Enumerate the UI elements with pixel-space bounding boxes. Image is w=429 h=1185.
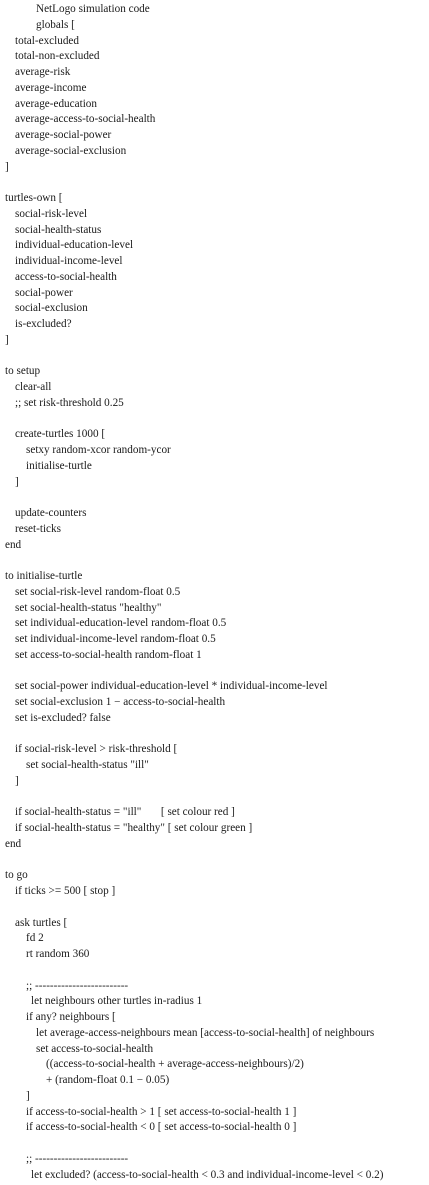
code-line: ;; set risk-threshold 0.25 bbox=[15, 396, 124, 409]
code-line: ] bbox=[5, 333, 9, 346]
code-line: ] bbox=[15, 774, 19, 787]
code-line: to go bbox=[5, 869, 28, 882]
code-line bbox=[5, 853, 429, 869]
code-line bbox=[5, 1136, 429, 1152]
code-line: if social-health-status = "ill" [ set colour red ] bbox=[15, 806, 235, 819]
code-line bbox=[5, 790, 429, 806]
code-line bbox=[5, 349, 429, 365]
code-line: social-exclusion bbox=[15, 302, 88, 315]
code-line: ;; ------------------------- bbox=[26, 1152, 129, 1165]
code-line: if any? neighbours [ bbox=[26, 1011, 116, 1023]
code-line: access-to-social-health bbox=[15, 270, 117, 283]
code-line: individual-education-level bbox=[15, 239, 134, 252]
code-line: to setup bbox=[5, 365, 41, 378]
code-line: set social-risk-level random-float 0.5 bbox=[15, 585, 181, 598]
code-line: average-access-to-social-health bbox=[15, 113, 156, 126]
code-line: end bbox=[5, 538, 22, 551]
code-line: clear-all bbox=[15, 381, 52, 393]
code-line: social-power bbox=[15, 286, 73, 299]
code-line: total-excluded bbox=[15, 34, 79, 47]
code-line: NetLogo simulation code bbox=[36, 3, 150, 15]
code-line: social-risk-level bbox=[15, 207, 88, 220]
code-line: turtles-own [ bbox=[5, 192, 63, 204]
code-line: average-income bbox=[15, 81, 87, 94]
code-line: rt random 360 bbox=[26, 948, 90, 960]
code-line: set access-to-social-health random-float 1 bbox=[15, 648, 202, 661]
code-line: set is-excluded? false bbox=[15, 711, 111, 724]
code-line: set social-health-status "ill" bbox=[26, 759, 149, 771]
code-line: social-health-status bbox=[15, 223, 102, 236]
code-line: initialise-turtle bbox=[26, 459, 92, 472]
code-line: set social-exclusion 1 − access-to-social-health bbox=[15, 696, 226, 708]
code-line: set individual-income-level random-float 0.5 bbox=[15, 633, 216, 645]
code-line: is-excluded? bbox=[15, 318, 72, 330]
code-line: if access-to-social-health > 1 [ set access-to-social-health 1 ] bbox=[26, 1105, 297, 1118]
code-line: reset-ticks bbox=[15, 522, 61, 535]
code-line: let average-access-neighbours mean [access-to-social-health] of neighbours bbox=[36, 1026, 375, 1039]
code-line: average-social-power bbox=[15, 129, 112, 141]
code-line: if ticks >= 500 [ stop ] bbox=[15, 885, 116, 897]
code-line: create-turtles 1000 [ bbox=[15, 428, 106, 441]
code-line bbox=[5, 727, 429, 743]
code-line bbox=[5, 412, 429, 428]
code-line: if social-risk-level > risk-threshold [ bbox=[15, 743, 178, 756]
code-line: to initialise-turtle bbox=[5, 570, 83, 582]
code-line: ] bbox=[5, 160, 9, 173]
code-line: if social-health-status = "healthy" [ set colour green ] bbox=[15, 822, 253, 834]
code-line bbox=[5, 664, 429, 680]
code-line: let neighbours other turtles in-radius 1 bbox=[31, 995, 203, 1008]
code-line: set social-health-status "healthy" bbox=[15, 601, 162, 614]
code-line: average-social-exclusion bbox=[15, 144, 127, 157]
code-line: set social-power individual-education-level * individual-income-level bbox=[15, 680, 328, 693]
code-line: globals [ bbox=[36, 18, 75, 31]
code-line: ] bbox=[15, 475, 19, 488]
code-line bbox=[5, 553, 429, 569]
code-line: if access-to-social-health < 0 [ set access-to-social-health 0 ] bbox=[26, 1121, 297, 1134]
code-line bbox=[5, 900, 429, 916]
code-line: total-non-excluded bbox=[15, 50, 100, 63]
code-line: fd 2 bbox=[26, 932, 44, 945]
code-line: average-risk bbox=[15, 66, 71, 78]
code-line: ] bbox=[26, 1089, 30, 1102]
code-line: set individual-education-level random-float 0.5 bbox=[15, 617, 227, 630]
code-line: end bbox=[5, 837, 22, 850]
code-line bbox=[5, 490, 429, 506]
code-line: average-education bbox=[15, 97, 97, 110]
code-line bbox=[5, 963, 429, 979]
code-line: set access-to-social-health bbox=[36, 1042, 154, 1055]
code-line bbox=[5, 175, 429, 191]
code-line: update-counters bbox=[15, 507, 87, 519]
code-line: ((access-to-social-health + average-access-neighbours)/2) bbox=[46, 1058, 304, 1071]
code-line: individual-income-level bbox=[15, 255, 123, 267]
code-line: ;; ------------------------- bbox=[26, 979, 129, 992]
code-line: ask turtles [ bbox=[15, 916, 68, 929]
code-line: setxy random-xcor random-ycor bbox=[26, 444, 171, 456]
code-line: let excluded? (access-to-social-health < 0.3 and individual-income-level < 0.2) bbox=[31, 1168, 384, 1181]
code-line: + (random-float 0.1 − 0.05) bbox=[46, 1074, 170, 1086]
